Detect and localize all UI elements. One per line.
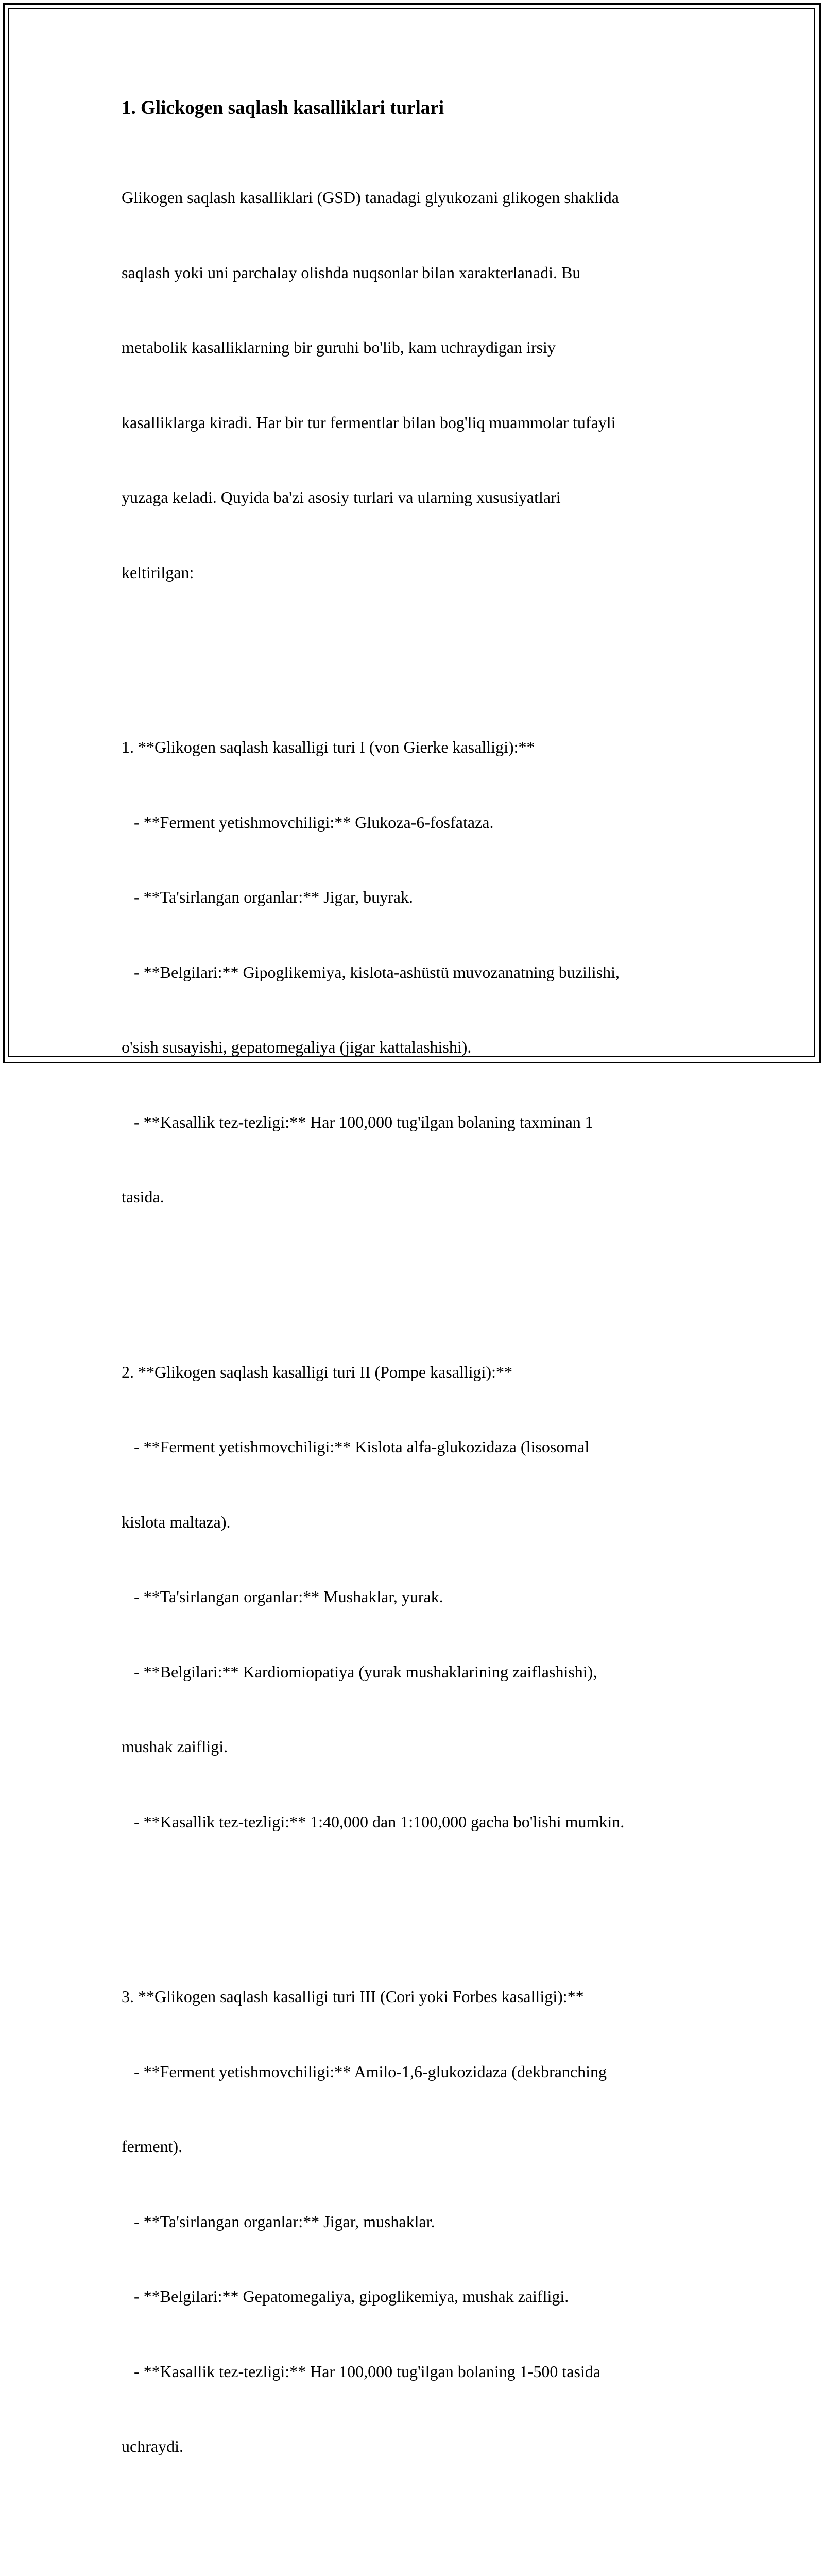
- section-2-line: - **Ferment yetishmovchiligi:** Kislota alfa-glukozidaza (lisosomal: [122, 1437, 590, 1456]
- intro-line: metabolik kasalliklarning bir guruhi bo'lib, kam uchraydigan irsiy: [122, 338, 556, 357]
- section-2-line: - **Kasallik tez-tezligi:** 1:40,000 dan 1:100,000 gacha bo'lishi mumkin.: [122, 1812, 625, 1831]
- section-1-line: - **Ferment yetishmovchiligi:** Glukoza-6-fosfataza.: [122, 812, 494, 832]
- section-1-line: - **Ta'sirlangan organlar:** Jigar, buyrak.: [122, 888, 413, 907]
- intro-line: yuzaga keladi. Quyida ba'zi asosiy turlari va ularning xususiyatlari: [122, 488, 561, 507]
- intro-line: saqlash yoki uni parchalay olishda nuqsonlar bilan xarakterlanadi. Bu: [122, 263, 581, 282]
- intro-line: Glikogen saqlash kasalliklari (GSD) tanadagi glyukozani glikogen shaklida: [122, 188, 619, 207]
- intro-line: kasalliklarga kiradi. Har bir tur fermentlar bilan bog'liq muammolar tufayli: [122, 413, 616, 432]
- document-body: [122, 96, 703, 2576]
- section-3-line: ferment).: [122, 2137, 183, 2156]
- section-1-line: tasida.: [122, 1188, 164, 1207]
- section-3-line: - **Ferment yetishmovchiligi:** Amilo-1,6-glukozidaza (dekbranching: [122, 2062, 607, 2081]
- blank-line: [122, 1884, 703, 1909]
- section-3-line: 3. **Glikogen saqlash kasalligi turi III (Cori yoki Forbes kasalligi):**: [122, 1987, 584, 2006]
- section-3-line: - **Ta'sirlangan organlar:** Jigar, mushaklar.: [122, 2212, 435, 2231]
- section-1-line: o'sish susayishi, gepatomegaliya (jigar kattalashishi).: [122, 1038, 472, 1057]
- section-1-line: - **Belgilari:** Gipoglikemiya, kislota-ashüstü muvozanatning buzilishi,: [122, 962, 620, 981]
- section-1-line: 1. **Glikogen saqlash kasalligi turi I (von Gierke kasalligi):**: [122, 738, 535, 757]
- section-2-line: - **Belgilari:** Kardiomiopatiya (yurak mushaklarining zaiflashishi),: [122, 1662, 597, 1681]
- section-3-line: - **Belgilari:** Gepatomegaliya, gipoglikemiya, mushak zaifligi.: [122, 2287, 569, 2306]
- section-2-line: mushak zaifligi.: [122, 1737, 228, 1756]
- document-heading: 1. Glickogen saqlash kasalliklari turlari: [122, 97, 444, 118]
- section-3-line: - **Kasallik tez-tezligi:** Har 100,000 tug'ilgan bolaning 1-500 tasida: [122, 2362, 600, 2381]
- intro-paragraph: [122, 135, 703, 2576]
- section-3-line: uchraydi.: [122, 2437, 183, 2456]
- intro-line: keltirilgan:: [122, 563, 194, 582]
- blank-line: [122, 635, 703, 660]
- section-1-line: - **Kasallik tez-tezligi:** Har 100,000 tug'ilgan bolaning taxminan 1: [122, 1112, 593, 1131]
- section-2-line: kislota maltaza).: [122, 1512, 231, 1531]
- section-2-line: - **Ta'sirlangan organlar:** Mushaklar, yurak.: [122, 1587, 443, 1606]
- blank-line: [122, 1260, 703, 1285]
- blank-line: [122, 2509, 703, 2534]
- section-2-line: 2. **Glikogen saqlash kasalligi turi II (Pompe kasalligi):**: [122, 1362, 512, 1381]
